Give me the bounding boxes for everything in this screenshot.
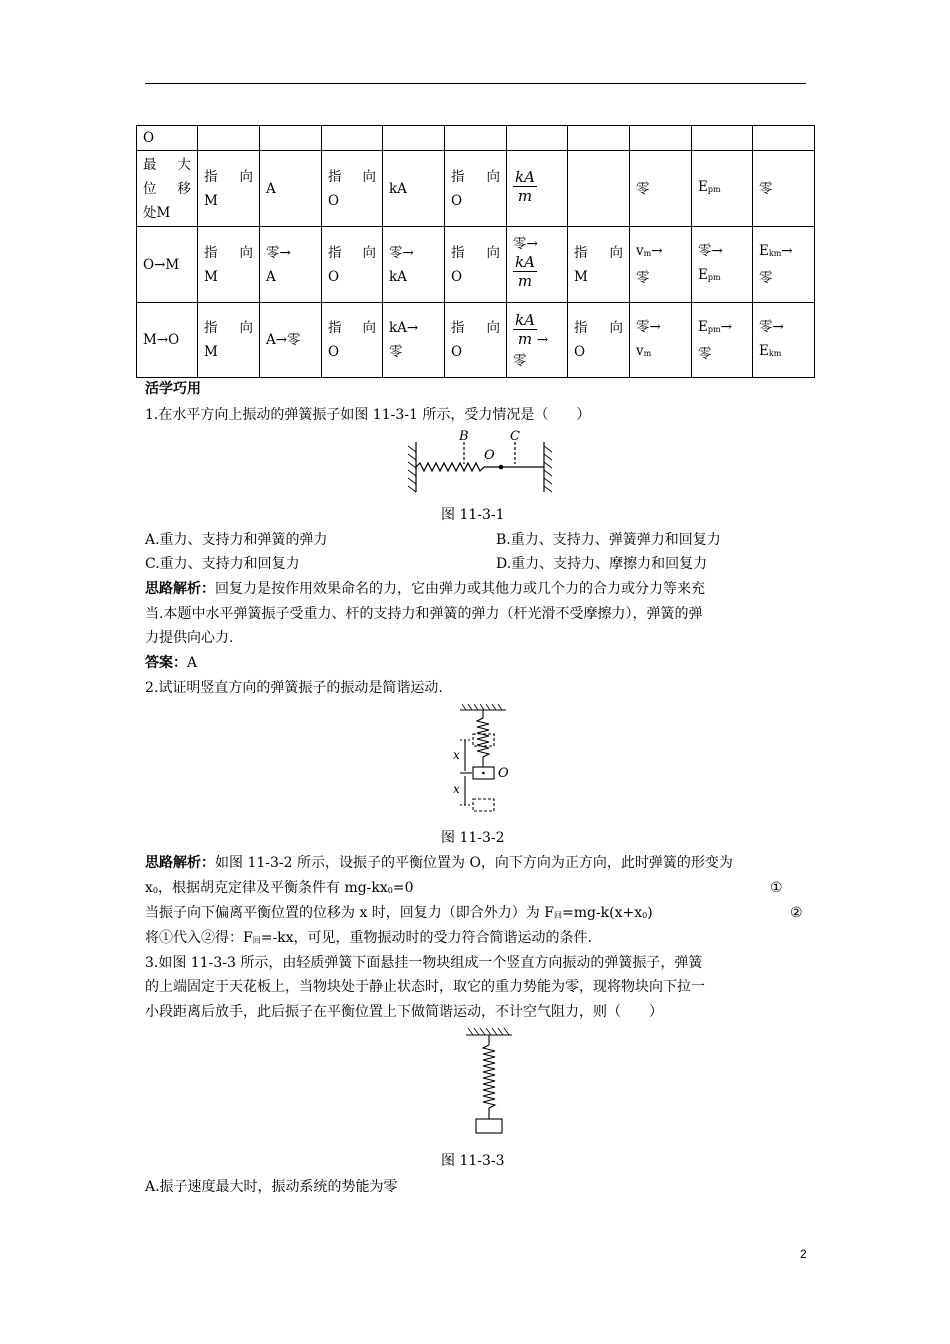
table-cell: [568, 303, 630, 378]
cell-line: 零: [636, 270, 650, 286]
analysis-line: x0，根据胡克定律及平衡条件有 mg-kx0=0: [145, 880, 414, 896]
cell-line: 指向: [204, 168, 253, 185]
cell-line: O: [328, 344, 340, 360]
table-cell: [198, 151, 260, 227]
table-row: [137, 303, 815, 378]
question-3-stem: 3.如图 11-3-3 所示，由轻质弹簧下面悬挂一物块组成一个竖直方向振动的弹簧振子，弹簧: [145, 955, 703, 971]
cell-line: 指向: [328, 168, 376, 185]
table-cell: M→O: [137, 303, 198, 378]
cell-line: 零: [389, 344, 403, 360]
table-cell: 零: [753, 151, 815, 227]
label-o: O: [484, 448, 495, 463]
table-cell: $\frac{kA}{m}$ → 零: [507, 303, 568, 378]
table-cell: [445, 151, 507, 227]
table-cell: [507, 126, 568, 151]
option-b: B.重力、支持力、弹簧弹力和回复力: [496, 532, 721, 548]
table-cell: [322, 151, 383, 227]
table-cell: [322, 303, 383, 378]
cell-line: 位移: [143, 180, 191, 197]
table-row: [137, 227, 815, 303]
equation-mark: ②: [790, 905, 803, 921]
figure-11-3-2: [448, 704, 520, 816]
table-cell: Epm: [692, 151, 753, 227]
cell-line: 零→: [266, 244, 291, 261]
answer-line: 答案：A: [145, 655, 198, 671]
cell-line: 零→: [513, 236, 538, 252]
figure-caption: 图 11-3-2: [441, 830, 505, 846]
analysis-line: 思路解析：如图 11-3-2 所示，设振子的平衡位置为 O，向下方向为正方向，此时弹簧的形变为: [145, 855, 733, 871]
table-cell: O: [137, 126, 198, 151]
question-3-stem: 小段距离后放手，此后振子在平衡位置上下做简谐运动，不计空气阻力，则（ ）: [145, 1004, 663, 1020]
table-cell: [630, 227, 692, 303]
analysis-line: 力提供向心力.: [145, 630, 234, 646]
table-cell: [260, 227, 322, 303]
label-b: B: [459, 429, 469, 444]
cell-line: 指向: [204, 244, 253, 261]
cell-line: O: [328, 268, 340, 285]
cell-line: 零: [759, 270, 773, 286]
motion-table: [136, 125, 815, 378]
table-cell: [507, 227, 568, 303]
table-cell: [692, 126, 753, 151]
cell-line: 指向: [451, 320, 500, 336]
cell-line: Ekm→: [759, 243, 793, 259]
cell-line: Epm→: [698, 318, 732, 335]
cell-line: 指向: [328, 320, 376, 336]
cell-line: kA→: [389, 320, 419, 336]
cell-line: 零→: [759, 318, 784, 335]
figure-caption: 图 11-3-3: [441, 1153, 505, 1169]
table-cell: [383, 227, 445, 303]
option-d: D.重力、支持力、摩擦力和回复力: [496, 556, 708, 572]
cell-line: 零→: [389, 244, 414, 261]
table-cell: 零: [630, 151, 692, 227]
table-cell: [445, 303, 507, 378]
option-a: A.振子速度最大时，振动系统的势能为零: [145, 1179, 398, 1195]
cell-line: 指向: [204, 320, 253, 336]
table-cell: [753, 303, 815, 378]
cell-line: 指向: [451, 244, 500, 261]
label-x2: x: [453, 782, 460, 796]
table-cell: O→M: [137, 227, 198, 303]
table-row: [137, 151, 815, 227]
cell-line: 指向: [574, 320, 623, 336]
header-rule: [145, 83, 806, 84]
page-number: 2: [800, 1247, 807, 1261]
fraction: $\frac{kA}{m}$: [515, 253, 535, 290]
table-cell: [507, 151, 568, 227]
cell-line: Epm: [698, 267, 721, 283]
cell-line: 零: [513, 352, 527, 369]
analysis-line: 当振子向下偏离平衡位置的位移为 x 时，回复力（即合外力）为 F回=mg-k(x+x0): [145, 905, 653, 921]
cell-line: kA: [389, 268, 407, 285]
cell-line: M: [204, 268, 218, 285]
table-cell: [568, 227, 630, 303]
table-row: [137, 126, 815, 151]
table-cell: [445, 227, 507, 303]
section-title: 活学巧用: [145, 381, 201, 397]
cell-line: 零→: [636, 318, 661, 335]
cell-line: M: [574, 268, 588, 285]
cell-line: O: [328, 192, 340, 209]
question-1-stem: 1.在水平方向上振动的弹簧振子如图 11-3-1 所示，受力情况是（ ）: [145, 407, 591, 423]
label-x1: x: [453, 748, 460, 762]
cell-line: M: [204, 344, 218, 360]
cell-line: 指向: [328, 244, 376, 261]
table-cell: [137, 151, 198, 227]
cell-line: A: [266, 268, 276, 285]
equation-mark: ①: [770, 880, 783, 896]
table-cell: [568, 126, 630, 151]
table-cell: [753, 227, 815, 303]
analysis-line: 当.本题中水平弹簧振子受重力、杆的支持力和弹簧的弹力（杆光滑不受摩擦力），弹簧的弹: [145, 606, 703, 622]
table-cell: [568, 151, 630, 227]
fraction: $\frac{kA}{m}$: [515, 168, 535, 205]
option-c: C.重力、支持力和回复力: [145, 556, 300, 572]
cell-line: 零: [698, 345, 712, 362]
table-cell: A→零: [260, 303, 322, 378]
cell-line: O: [451, 344, 463, 360]
table-cell: [445, 126, 507, 151]
cell-line: O: [451, 192, 463, 209]
cell-line: M: [204, 192, 218, 209]
cell-line: Ekm: [759, 342, 782, 359]
figure-11-3-3: [460, 1027, 518, 1137]
question-2-stem: 2.试证明竖直方向的弹簧振子的振动是简谐运动.: [145, 680, 443, 696]
cell-line: 零→: [698, 243, 723, 259]
table-cell: kA: [383, 151, 445, 227]
cell-line: 指向: [574, 244, 623, 261]
cell-line: 最大: [143, 156, 191, 173]
table-cell: A: [260, 151, 322, 227]
table-cell: [383, 126, 445, 151]
cell-line: O: [574, 344, 586, 360]
figure-caption: 图 11-3-1: [441, 507, 505, 523]
table-cell: [322, 227, 383, 303]
table-cell: [630, 303, 692, 378]
question-3-stem: 的上端固定于天花板上，当物块处于静止状态时，取它的重力势能为零，现将物块向下拉一: [145, 979, 705, 995]
analysis-line: 将①代入②得：F回=-kx，可见，重物振动时的受力符合简谐运动的条件.: [145, 930, 593, 946]
table-cell: [198, 227, 260, 303]
table-cell: [383, 303, 445, 378]
option-a: A.重力、支持力和弹簧的弹力: [145, 532, 328, 548]
fraction: $\frac{kA}{m}$: [515, 310, 535, 348]
cell-line: vm→: [636, 243, 663, 259]
table-cell: [692, 227, 753, 303]
cell-line: 指向: [451, 168, 500, 185]
table-cell: [198, 126, 260, 151]
analysis-line: 思路解析：回复力是按作用效果命名的力，它由弹力或其他力或几个力的合力或分力等来充: [145, 581, 705, 597]
cell-line: vm: [636, 342, 652, 359]
cell-line: 处M: [143, 204, 171, 221]
table-cell: [630, 126, 692, 151]
label-c: C: [510, 429, 520, 444]
cell-line: O: [451, 268, 463, 285]
label-o: O: [498, 766, 509, 781]
table-cell: [692, 303, 753, 378]
table-cell: [322, 126, 383, 151]
table-cell: [198, 303, 260, 378]
figure-11-3-1: [404, 428, 554, 494]
table-cell: [753, 126, 815, 151]
table-cell: [260, 126, 322, 151]
